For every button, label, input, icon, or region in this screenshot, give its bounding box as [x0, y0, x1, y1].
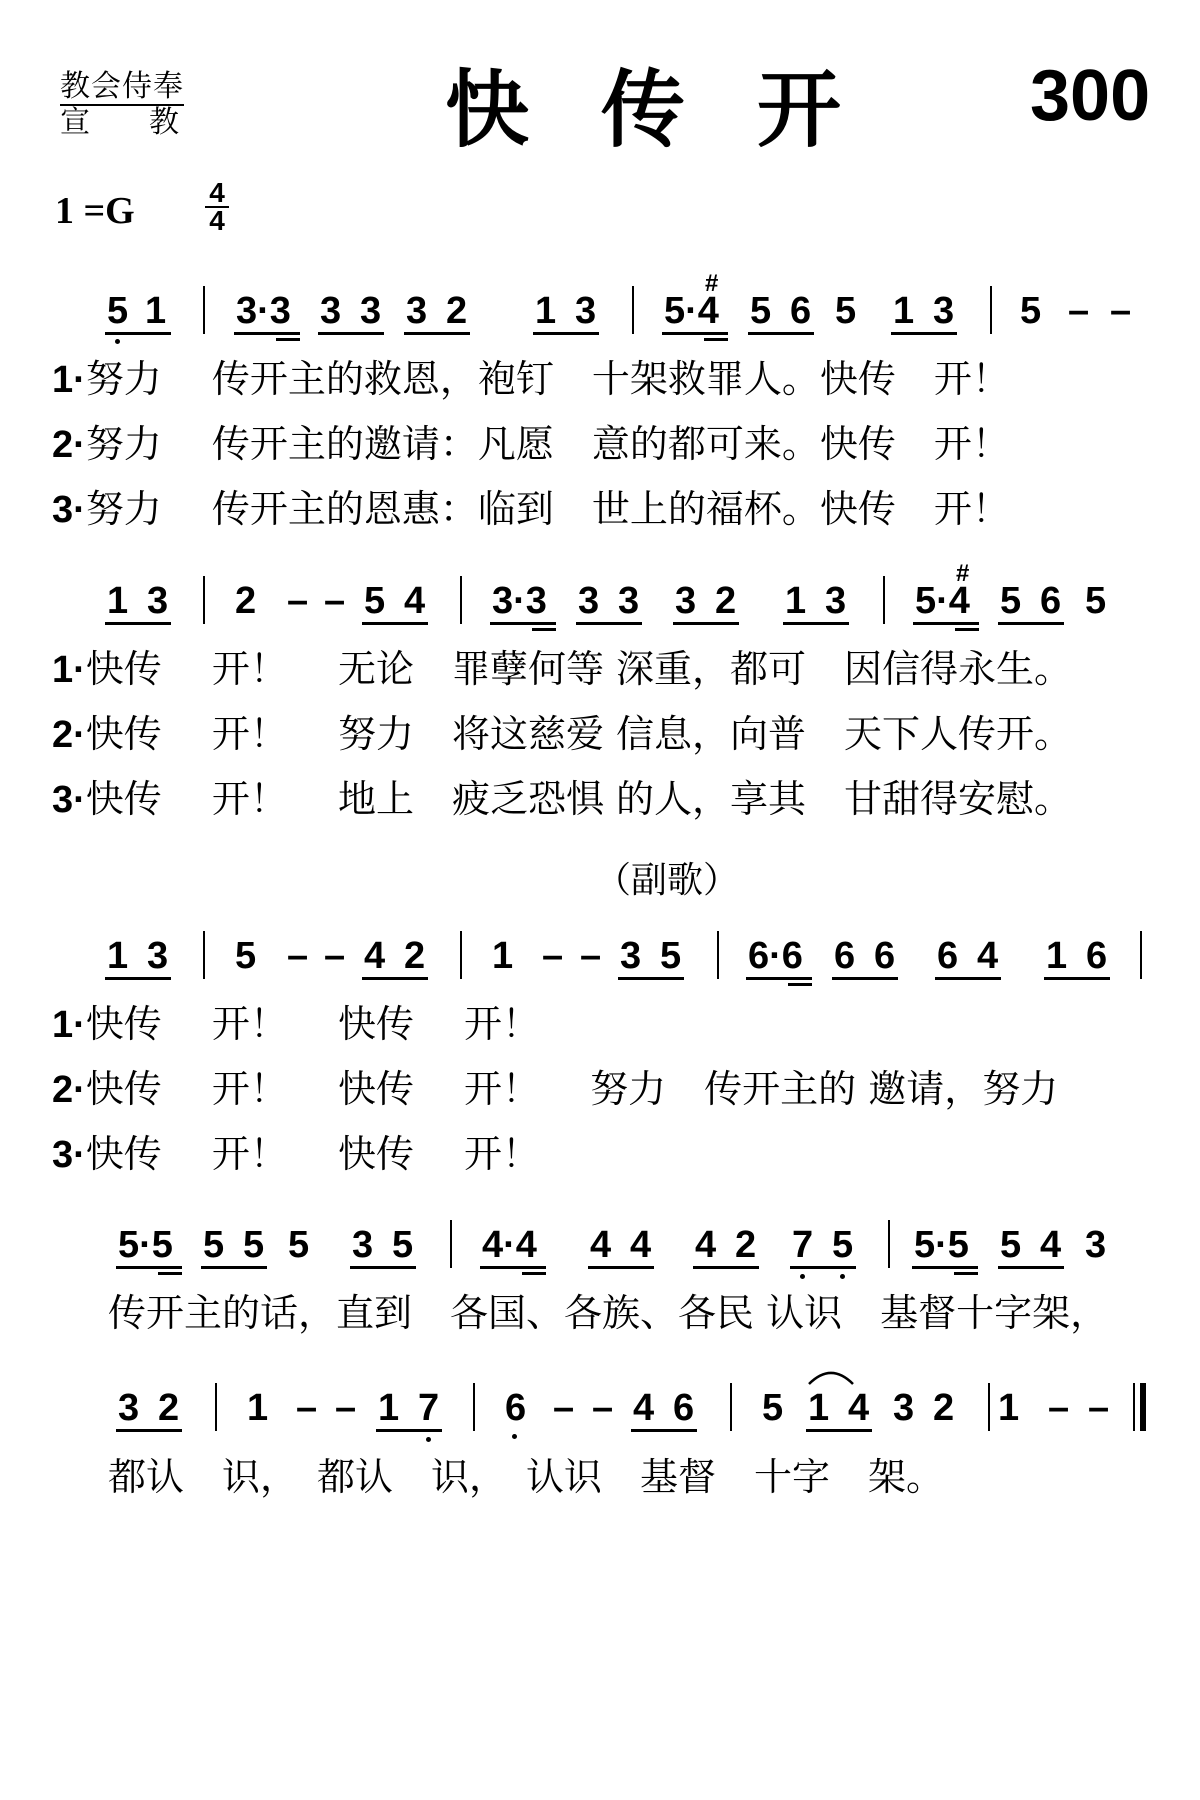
- lyric-line-1-verse-3: [52, 487, 1010, 531]
- note: 2: [715, 580, 737, 622]
- note: 5·5: [914, 1224, 969, 1266]
- dash: –: [1068, 290, 1090, 332]
- low-octave-dot: [115, 339, 120, 344]
- note: 3: [675, 580, 697, 622]
- note: 3: [406, 290, 428, 332]
- beam: [618, 977, 684, 980]
- verse-number: 3·: [52, 779, 86, 821]
- dash: –: [592, 1387, 614, 1429]
- note: 4: [848, 1387, 870, 1429]
- note: 2: [735, 1224, 757, 1266]
- beam: [783, 622, 849, 625]
- beam: [522, 1272, 546, 1275]
- note: 3: [575, 290, 597, 332]
- note: 4·4: [482, 1224, 537, 1266]
- lyric-text: 快传 开！ 快传 开！: [85, 1132, 541, 1176]
- beam: [955, 628, 979, 631]
- note: 4: [590, 1224, 612, 1266]
- beam: [362, 977, 428, 980]
- low-octave-dot: [840, 1274, 845, 1279]
- note: 5: [243, 1224, 265, 1266]
- note: 2: [158, 1387, 180, 1429]
- barline: [215, 1383, 217, 1431]
- verse-number: 3·: [52, 489, 86, 531]
- verse-number: 2·: [52, 714, 86, 756]
- dash: –: [287, 935, 309, 977]
- dash: –: [1110, 290, 1132, 332]
- note: 4: [1040, 1224, 1062, 1266]
- dash: –: [1088, 1387, 1110, 1429]
- dash: –: [580, 935, 602, 977]
- title-char-2: 传: [601, 61, 686, 159]
- note: 5: [392, 1224, 414, 1266]
- beam: [662, 332, 728, 335]
- title-char-3: 开: [757, 61, 842, 159]
- note: 1: [247, 1387, 269, 1429]
- note: 5: [235, 935, 257, 977]
- note: 1: [107, 580, 129, 622]
- beam: [913, 622, 979, 625]
- note: 4: [695, 1224, 717, 1266]
- beam: [673, 622, 739, 625]
- beam: [631, 1429, 697, 1432]
- beam: [704, 338, 728, 341]
- beam: [746, 977, 812, 980]
- barline: [1140, 931, 1142, 979]
- note: 3: [578, 580, 600, 622]
- beam: [116, 1429, 182, 1432]
- note: 3: [825, 580, 847, 622]
- lyric-text: 快传 开！ 努力 将这慈爱 信息，向普 天下人传开。: [85, 712, 1073, 756]
- note: 3: [620, 935, 642, 977]
- barline: [203, 576, 205, 624]
- note: 7: [418, 1387, 440, 1429]
- beam: [362, 622, 428, 625]
- barline: [888, 1220, 890, 1268]
- dash: –: [335, 1387, 357, 1429]
- barline: [203, 931, 205, 979]
- note: 5·4: [664, 290, 719, 332]
- lyric-line-5: 都认 识， 都认 识， 认识 基督 十字 架。: [108, 1455, 945, 1499]
- subcategory-char-1: 宣: [60, 105, 91, 140]
- beam: [912, 1266, 978, 1269]
- barline: [990, 286, 992, 334]
- time-signature: [205, 177, 229, 236]
- beam: [748, 332, 814, 335]
- barline: [203, 286, 205, 334]
- barline: [730, 1383, 732, 1431]
- title-char-1: 快: [445, 61, 530, 159]
- note: 1: [378, 1387, 400, 1429]
- note: 3: [147, 580, 169, 622]
- sharp-sign: #: [705, 270, 719, 297]
- verse-number: 1·: [52, 649, 86, 691]
- note: 4: [977, 935, 999, 977]
- note: 6·6: [748, 935, 803, 977]
- note: 5: [750, 290, 772, 332]
- beam: [404, 332, 470, 335]
- note: 6: [834, 935, 856, 977]
- beam: [532, 628, 556, 631]
- note: 1: [998, 1387, 1020, 1429]
- barline: [988, 1383, 990, 1431]
- note: 3: [893, 1387, 915, 1429]
- beam: [318, 332, 384, 335]
- beam: [105, 332, 171, 335]
- beam: [350, 1266, 416, 1269]
- lyric-text: 快传 开！ 无论 罪孽何等 深重，都可 因信得永生。: [85, 647, 1073, 691]
- note: 5: [832, 1224, 854, 1266]
- lyric-line-2-verse-3: [52, 777, 1073, 821]
- note: 5: [1000, 580, 1022, 622]
- beam: [276, 338, 300, 341]
- note: 4: [630, 1224, 652, 1266]
- note: 3: [118, 1387, 140, 1429]
- verse-number: 2·: [52, 1069, 86, 1111]
- meter-top: 4: [205, 180, 229, 208]
- note: 6: [790, 290, 812, 332]
- note: 4: [364, 935, 386, 977]
- beam: [376, 1429, 442, 1432]
- lyric-text: 努力 传开主的救恩，袍钉 十架救罪人。快传 开！: [85, 357, 1010, 401]
- page-title: [445, 61, 842, 159]
- subcategory-char-2: 教: [149, 105, 180, 140]
- beam: [790, 1266, 856, 1269]
- note: 2: [404, 935, 426, 977]
- barline: [460, 931, 462, 979]
- note: 3: [320, 290, 342, 332]
- final-barline-thick: [1140, 1383, 1146, 1431]
- note: 5: [364, 580, 386, 622]
- lyric-line-2-verse-2: [52, 712, 1073, 756]
- lyric-line-3-verse-3: [52, 1132, 541, 1176]
- barline: [717, 931, 719, 979]
- note: 4: [633, 1387, 655, 1429]
- beam: [576, 622, 642, 625]
- note: 3·3: [236, 290, 291, 332]
- beam: [105, 622, 171, 625]
- beam: [1044, 977, 1110, 980]
- sharp-sign: #: [956, 560, 970, 587]
- note: 3: [360, 290, 382, 332]
- beam: [490, 622, 556, 625]
- meter-bottom: 4: [209, 205, 225, 236]
- note: 2: [235, 580, 257, 622]
- beam: [806, 1429, 872, 1432]
- beam: [105, 977, 171, 980]
- note: 1: [1046, 935, 1068, 977]
- dash: –: [287, 580, 309, 622]
- note: 3: [352, 1224, 374, 1266]
- note: 3: [933, 290, 955, 332]
- note: 7: [792, 1224, 814, 1266]
- verse-number: 3·: [52, 1134, 86, 1176]
- note: 1: [535, 290, 557, 332]
- verse-number: 2·: [52, 424, 86, 466]
- beam: [588, 1266, 654, 1269]
- note: 2: [446, 290, 468, 332]
- note: 1: [893, 290, 915, 332]
- note: 1: [808, 1387, 830, 1429]
- low-octave-dot: [426, 1437, 431, 1442]
- dash: –: [324, 580, 346, 622]
- hymn-number: 300: [1030, 56, 1151, 136]
- category-label: 教会侍奉: [60, 69, 184, 104]
- lyric-line-3-verse-2: [52, 1067, 1059, 1111]
- barline: [450, 1220, 452, 1268]
- beam: [234, 332, 300, 335]
- beam: [201, 1266, 267, 1269]
- note: 5: [762, 1387, 784, 1429]
- note: 5: [1020, 290, 1042, 332]
- beam: [891, 332, 957, 335]
- subcategory-label: [60, 105, 180, 140]
- verse-number: 1·: [52, 1004, 86, 1046]
- note: 1: [492, 935, 514, 977]
- lyric-text: 努力 传开主的邀请：凡愿 意的都可来。快传 开！: [85, 422, 1010, 466]
- note: 5: [1085, 580, 1107, 622]
- lyric-line-4: 传开主的话，直到 各国、各族、各民 认识 基督十字架，: [108, 1291, 1109, 1335]
- note: 3: [147, 935, 169, 977]
- barline: [632, 286, 634, 334]
- barline: [473, 1383, 475, 1431]
- dash: –: [1048, 1387, 1070, 1429]
- lyric-text: 快传 开！ 快传 开！: [85, 1002, 541, 1046]
- note: 6: [505, 1387, 527, 1429]
- beam: [693, 1266, 759, 1269]
- dash: –: [542, 935, 564, 977]
- note: 5·4: [915, 580, 970, 622]
- note: 6: [874, 935, 896, 977]
- dash: –: [553, 1387, 575, 1429]
- beam: [935, 977, 1001, 980]
- note: 5: [1000, 1224, 1022, 1266]
- lyric-text: 快传 开！ 地上 疲乏恐惧 的人，享其 甘甜得安慰。: [85, 777, 1073, 821]
- beam: [954, 1272, 978, 1275]
- note: 1: [107, 935, 129, 977]
- verse-number: 1·: [52, 359, 86, 401]
- lyric-text: 努力 传开主的恩惠：临到 世上的福杯。快传 开！: [85, 487, 1010, 531]
- final-barline-thin: [1133, 1383, 1135, 1431]
- lyric-text: 快传 开！ 快传 开！ 努力 传开主的 邀请，努力: [85, 1067, 1059, 1111]
- low-octave-dot: [800, 1274, 805, 1279]
- note: 6: [1040, 580, 1062, 622]
- beam: [480, 1266, 546, 1269]
- lyric-line-2-verse-1: [52, 647, 1073, 691]
- note: 2: [933, 1387, 955, 1429]
- beam: [158, 1272, 182, 1275]
- note: 5: [835, 290, 857, 332]
- slur-mark: [806, 1366, 856, 1386]
- note: 5: [107, 290, 129, 332]
- note: 4: [404, 580, 426, 622]
- note: 3: [618, 580, 640, 622]
- note: 6: [673, 1387, 695, 1429]
- note: 6: [937, 935, 959, 977]
- beam: [998, 1266, 1064, 1269]
- beam: [998, 622, 1064, 625]
- note: 1: [145, 290, 167, 332]
- chorus-label: （副歌）: [595, 860, 740, 901]
- beam: [533, 332, 599, 335]
- beam: [788, 983, 812, 986]
- key-signature: 1 =G: [55, 190, 135, 232]
- beam: [116, 1266, 182, 1269]
- dash: –: [324, 935, 346, 977]
- note: 3·3: [492, 580, 547, 622]
- note: 6: [1086, 935, 1108, 977]
- note: 5: [288, 1224, 310, 1266]
- lyric-line-1-verse-2: [52, 422, 1010, 466]
- barline: [460, 576, 462, 624]
- barline: [883, 576, 885, 624]
- note: 5: [203, 1224, 225, 1266]
- dash: –: [296, 1387, 318, 1429]
- note: 1: [785, 580, 807, 622]
- lyric-line-3-verse-1: [52, 1002, 541, 1046]
- lyric-line-1-verse-1: [52, 357, 1010, 401]
- low-octave-dot: [512, 1434, 517, 1439]
- note: 5: [660, 935, 682, 977]
- note: 3: [1085, 1224, 1107, 1266]
- note: 5·5: [118, 1224, 173, 1266]
- beam: [832, 977, 898, 980]
